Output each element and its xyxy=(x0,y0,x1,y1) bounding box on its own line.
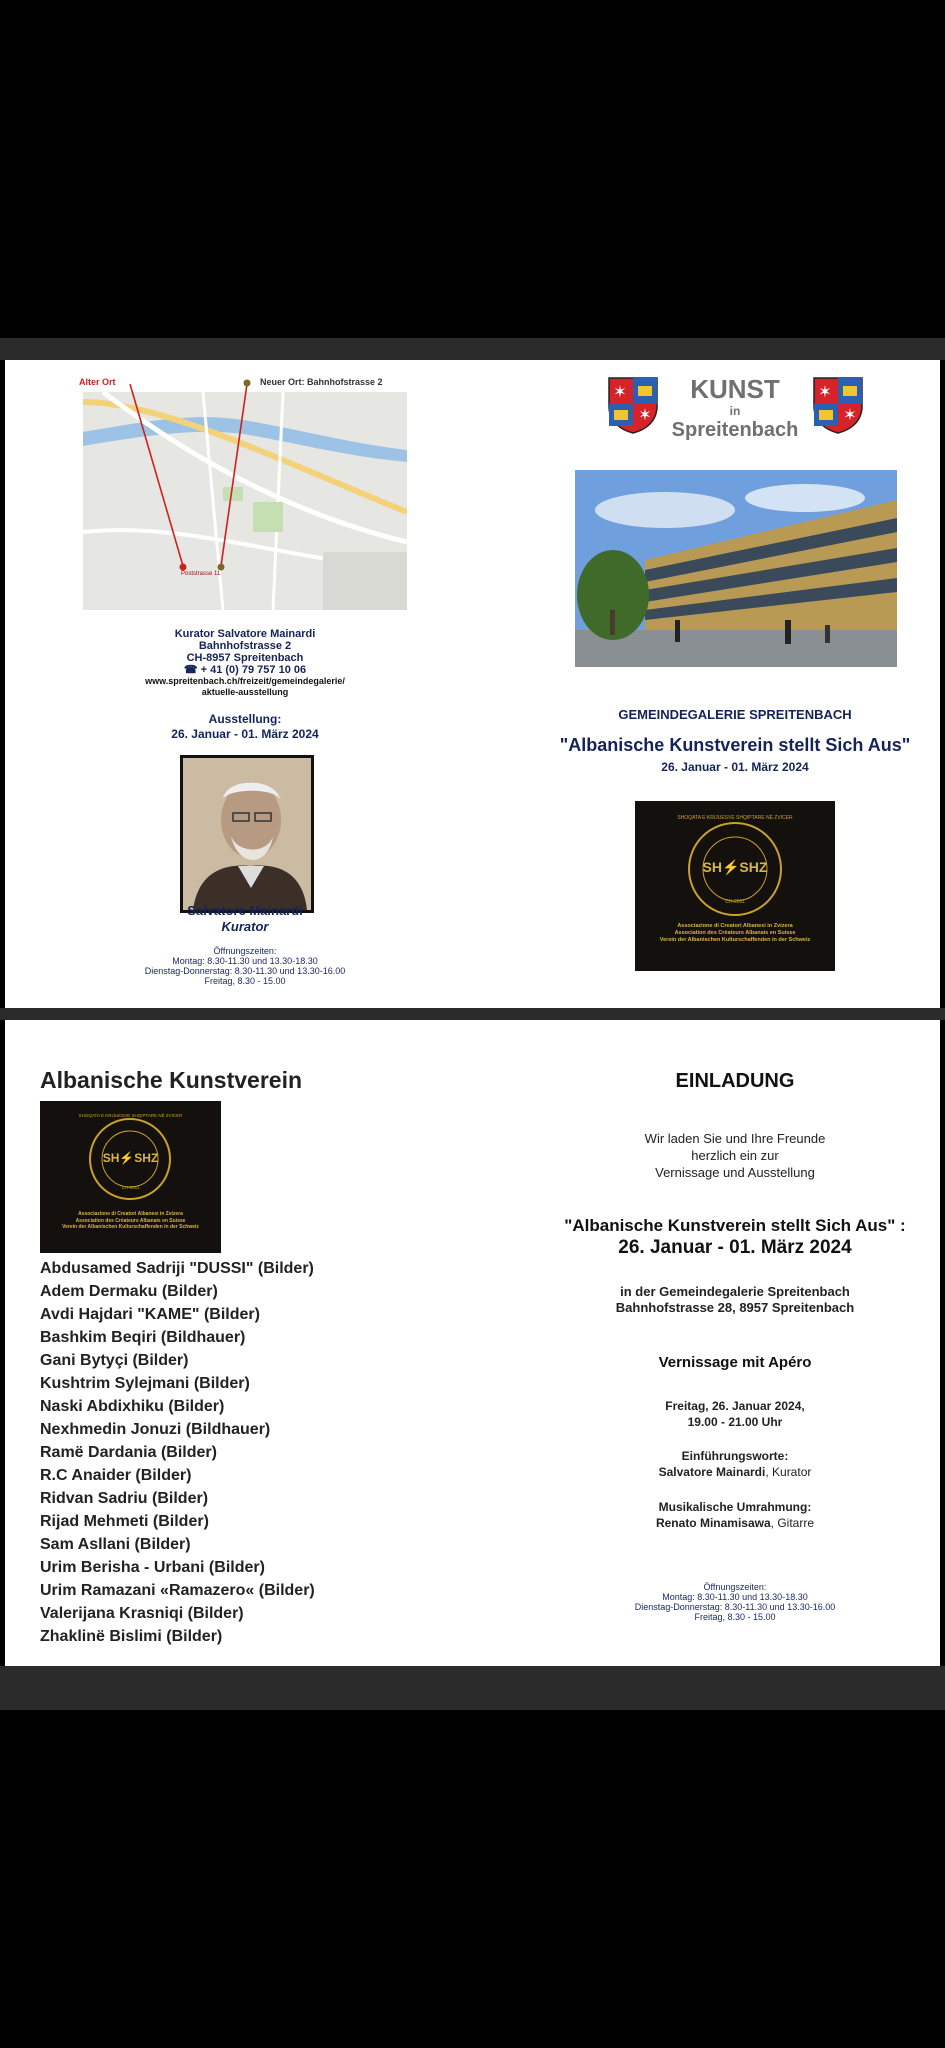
svg-text:✶: ✶ xyxy=(613,382,627,401)
header-kunst: KUNST xyxy=(690,374,780,404)
opening-hours-inside xyxy=(535,1582,935,1622)
coat-of-arms-left-icon xyxy=(607,376,659,434)
contact-city: CH-8957 Spreitenbach xyxy=(186,652,304,664)
old-location-label: Alter Ort xyxy=(79,377,116,387)
curator-photo xyxy=(180,755,314,913)
logo-caption-line2: Association des Créateurs Albanais en Suisse xyxy=(674,930,796,936)
vernissage-datetime xyxy=(535,1398,935,1430)
logo-caption-small xyxy=(40,1211,221,1231)
header-place: Spreitenbach xyxy=(671,419,799,441)
list-item: Ramë Dardania (Bilder) xyxy=(40,1444,217,1461)
contact-url[interactable] xyxy=(105,676,385,698)
contact-block xyxy=(105,628,385,698)
list-item: Zhaklinë Bislimi (Bilder) xyxy=(40,1628,223,1645)
list-item: Sam Asllani (Bilder) xyxy=(40,1536,191,1553)
list-item: R.C Anaider (Bilder) xyxy=(40,1467,192,1484)
exhibition-dates-front: 26. Januar - 01. März 2024 xyxy=(661,760,809,774)
top-dark-band xyxy=(0,338,945,360)
svg-text:✶: ✶ xyxy=(843,405,857,424)
introduction-speaker-role: , Kurator xyxy=(765,1465,812,1479)
logo-mark: SH⚡SHZ xyxy=(702,859,768,875)
venue-line2: Bahnhofstrasse 28, 8957 Spreitenbach xyxy=(615,1300,855,1315)
list-item: Rijad Mehmeti (Bilder) xyxy=(40,1513,209,1530)
logo-caption-line1: Associazione di Creatori Albanesi in Zvizera xyxy=(677,923,793,929)
hours-line3: Freitag, 8.30 - 15.00 xyxy=(204,976,286,986)
artist-list xyxy=(40,1257,315,1648)
svg-text:✶: ✶ xyxy=(638,405,652,424)
header-in: in xyxy=(729,404,741,418)
hours-title: Öffnungszeiten: xyxy=(213,946,277,956)
invitation-heading: EINLADUNG xyxy=(675,1070,795,1092)
hours-line2: Dienstag-Donnerstag: 8.30-11.30 und 13.30-16.00 xyxy=(144,966,346,976)
list-item: Gani Bytyçi (Bilder) xyxy=(40,1352,189,1369)
list-item: Urim Ramazani «Ramazero« (Bilder) xyxy=(40,1582,315,1599)
list-item: Adem Dermaku (Bilder) xyxy=(40,1283,218,1300)
exhibition-label: Ausstellung: xyxy=(208,712,282,726)
svg-text:✶: ✶ xyxy=(818,382,832,401)
exhibition-dates-inside: 26. Januar - 01. März 2024 xyxy=(618,1237,852,1258)
list-item: Abdusamed Sadriji "DUSSI" (Bilder) xyxy=(40,1260,314,1277)
curator-role: Kurator xyxy=(221,919,269,934)
list-item: Valerijana Krasniqi (Bilder) xyxy=(40,1605,244,1622)
inside-hours-line1: Montag: 8.30-11.30 und 13.30-18.30 xyxy=(662,1592,808,1602)
inside-hours-line3: Freitag, 8.30 - 15.00 xyxy=(694,1612,776,1622)
shkshz-emblem-icon xyxy=(635,801,835,971)
venue-block xyxy=(535,1284,935,1316)
exhibition-dates: 26. Januar - 01. März 2024 xyxy=(171,727,319,741)
logo-year-small: CH-2011 xyxy=(121,1185,140,1190)
gallery-building-photo xyxy=(575,470,897,667)
hours-line1: Montag: 8.30-11.30 und 13.30-18.30 xyxy=(172,956,318,966)
music-performer xyxy=(535,1515,935,1531)
music-block xyxy=(535,1499,935,1531)
invitation-text xyxy=(535,1130,935,1181)
list-item: Ridvan Sadriu (Bilder) xyxy=(40,1490,209,1507)
contact-url-line1[interactable]: www.spreitenbach.ch/freizeit/gemeindegalerie/ xyxy=(145,676,345,686)
introduction-block xyxy=(535,1448,935,1480)
vernissage-heading: Vernissage mit Apéro xyxy=(658,1354,812,1371)
logo-ring-text-small: SHOQATA E KRIJUESVE SHQIPTARE NË ZVICER xyxy=(78,1113,183,1118)
list-item: Avdi Hajdari "KAME" (Bilder) xyxy=(40,1306,260,1323)
contact-phone: ☎ + 41 (0) 79 757 10 06 xyxy=(183,664,307,676)
invitation-line2: herzlich ein zur xyxy=(691,1148,779,1163)
map-street-label: Poststrasse 11 xyxy=(181,571,221,577)
list-item: Kushtrim Sylejmani (Bilder) xyxy=(40,1375,250,1392)
introduction-speaker xyxy=(535,1464,935,1480)
vernissage-date: Freitag, 26. Januar 2024, xyxy=(665,1399,805,1413)
contact-street: Bahnhofstrasse 2 xyxy=(198,640,292,652)
map-arrows xyxy=(5,360,425,620)
music-performer-role: , Gitarre xyxy=(770,1516,815,1530)
coat-of-arms-right-icon xyxy=(812,376,864,434)
gallery-name: GEMEINDEGALERIE SPREITENBACH xyxy=(618,707,852,722)
logo-caption xyxy=(635,923,835,944)
exhibition-title-front: "Albanische Kunstverein stellt Sich Aus" xyxy=(559,735,911,755)
middle-dark-band xyxy=(0,1008,945,1020)
header-title-block xyxy=(660,374,810,442)
flyer-inside-panel xyxy=(5,1020,940,1666)
kunstverein-heading: Albanische Kunstverein xyxy=(40,1067,303,1093)
introduction-label: Einführungsworte: xyxy=(681,1449,789,1463)
exhibition-block xyxy=(105,712,385,742)
logo-mark-small: SH⚡SHZ xyxy=(102,1151,159,1165)
contact-url-line2[interactable]: aktuelle-ausstellung xyxy=(201,687,289,697)
shkshz-logo-front xyxy=(635,801,835,971)
inside-hours-line2: Dienstag-Donnerstag: 8.30-11.30 und 13.30-16.00 xyxy=(634,1602,836,1612)
list-item: Urim Berisha - Urbani (Bilder) xyxy=(40,1559,265,1576)
logo-caption-small-line2: Association des Créateurs Albanais en Suisse xyxy=(75,1217,186,1224)
bottom-dark-band xyxy=(0,1666,945,1710)
logo-caption-small-line1: Associazione di Creatori Albanesi in Zvizera xyxy=(78,1211,183,1217)
logo-caption-line3: Verein der Albanischen Kulturschaffenden in der Schweiz xyxy=(659,937,811,943)
opening-hours-front xyxy=(105,946,385,986)
building-illustration xyxy=(575,470,897,667)
list-item: Naski Abdixhiku (Bilder) xyxy=(40,1398,225,1415)
logo-caption-small-line3: Verein der Albanischen Kulturschaffenden in der Schweiz xyxy=(62,1224,199,1230)
exhibition-title-inside: "Albanische Kunstverein stellt Sich Aus" : xyxy=(564,1216,906,1235)
introduction-speaker-name: Salvatore Mainardi xyxy=(658,1465,766,1479)
music-performer-name: Renato Minamisawa xyxy=(655,1516,771,1530)
curator-contact-name: Kurator Salvatore Mainardi xyxy=(174,628,316,640)
vernissage-time: 19.00 - 21.00 Uhr xyxy=(687,1415,783,1429)
list-item: Bashkim Beqiri (Bildhauer) xyxy=(40,1329,246,1346)
inside-hours-title: Öffnungszeiten: xyxy=(703,1582,767,1592)
invitation-line1: Wir laden Sie und Ihre Freunde xyxy=(644,1131,826,1146)
curator-portrait xyxy=(183,758,311,910)
shkshz-logo-inside xyxy=(40,1101,221,1253)
curator-name: Salvatore Mainardi xyxy=(187,903,303,918)
logo-year: CH-2011 xyxy=(725,899,745,905)
list-item: Nexhmedin Jonuzi (Bildhauer) xyxy=(40,1421,271,1438)
invitation-line3: Vernissage und Ausstellung xyxy=(655,1165,815,1180)
new-location-label: Neuer Ort: Bahnhofstrasse 2 xyxy=(260,377,383,387)
logo-ring-text: SHOQATA E KRIJUESVE SHQIPTARE NË ZVICER xyxy=(677,815,793,821)
flyer-front-panel xyxy=(5,360,940,1008)
venue-line1: in der Gemeindegalerie Spreitenbach xyxy=(620,1284,850,1299)
music-label: Musikalische Umrahmung: xyxy=(658,1500,812,1514)
